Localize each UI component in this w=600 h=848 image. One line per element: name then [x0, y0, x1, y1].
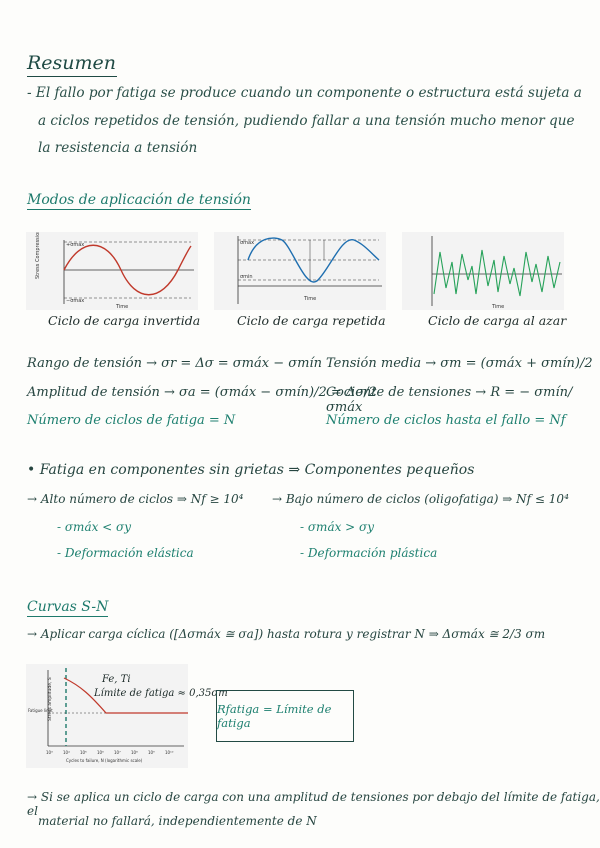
fig1-caption: Ciclo de carga invertida — [48, 313, 201, 328]
random-cycle-graph — [402, 232, 564, 310]
sn-procedure-text: → Aplicar carga cíclica ([Δσmáx ≅ σa]) hasta rotura y registrar N ⇒ Δσmáx ≅ 2/3 σm — [27, 627, 546, 641]
low-cycles-heading: → Bajo número de ciclos (oligofatiga) ⇒ Nf ≤ 10⁴ — [272, 492, 569, 506]
figure-repeated-cycle — [214, 232, 386, 310]
sn-curve-figure — [26, 664, 228, 768]
final-line-2: material no fallará, independientemente de N — [38, 814, 317, 828]
sn-xtick: 10³ — [46, 750, 53, 755]
formula-cycles-to-failure: Número de ciclos hasta el fallo = Nf — [326, 413, 566, 428]
low-cycles-item-2: - Deformación plástica — [300, 546, 438, 560]
section-modes-heading: Modos de aplicación de tensión — [27, 192, 251, 208]
final-line-1: → Si se aplica un ciclo de carga con una amplitud de tensiones por debajo del límite de fatiga, el — [27, 790, 600, 818]
sn-ylabel: Stress amplitude, S — [48, 677, 53, 721]
fig2-smin: σmin — [240, 274, 253, 280]
sn-xlabel: Cycles to failure, N (logarithmic scale) — [66, 758, 143, 763]
fig1-ylabel: Stress Compression Tension — [35, 232, 41, 279]
fig2-caption: Ciclo de carga repetida — [237, 313, 386, 328]
fig2-time: Time — [304, 296, 317, 302]
repeated-cycle-graph — [214, 232, 386, 310]
high-cycles-item-2: - Deformación elástica — [57, 546, 194, 560]
figure-random-cycle — [402, 232, 564, 310]
formula-stress-ratio: Cociente de tensiones → R = − σmín/σmáx — [326, 385, 573, 415]
high-cycles-item-1: - σmáx < σy — [57, 520, 132, 534]
sn-fatigue-limit: Fatigue limit — [28, 708, 53, 713]
fig3-time: Time — [492, 304, 505, 310]
formula-cycle-count: Número de ciclos de fatiga = N — [27, 413, 236, 428]
fig1-smax: +σmax — [66, 242, 85, 248]
reversed-cycle-graph — [26, 232, 198, 310]
sn-xtick: 10⁴ — [63, 750, 70, 755]
formula-stress-range: Rango de tensión → σr = Δσ = σmáx − σmín — [27, 356, 322, 371]
fatigue-heading: • Fatiga en componentes sin grietas ⇒ Componentes pequeños — [27, 462, 475, 478]
page-title: Resumen — [27, 52, 117, 77]
fig3-caption: Ciclo de carga al azar — [428, 313, 567, 328]
intro-line-2: a ciclos repetidos de tensión, pudiendo fallar a una tensión mucho menor que — [38, 113, 575, 129]
fatigue-limit-box-text: Rfatiga = Límite de fatiga — [217, 702, 332, 730]
figure-reversed-cycle — [26, 232, 198, 310]
sn-xtick: 10¹⁰ — [165, 750, 174, 755]
sn-xtick: 10⁶ — [97, 750, 104, 755]
high-cycles-heading: → Alto número de ciclos ⇒ Nf ≥ 10⁴ — [27, 492, 244, 506]
sn-xtick: 10⁵ — [80, 750, 87, 755]
section-sn-heading: Curvas S-N — [27, 599, 109, 615]
fig1-smin: −σmax — [66, 298, 85, 304]
intro-line-3: la resistencia a tensión — [38, 140, 198, 156]
sn-label-fatigue-limit: Límite de fatiga ≈ 0,35σm — [94, 688, 228, 699]
sn-xtick: 10⁸ — [131, 750, 138, 755]
formula-mean-stress: Tensión media → σm = (σmáx + σmín)/2 — [326, 356, 593, 371]
intro-line-1: - El fallo por fatiga se produce cuando un componente o estructura está sujeta a — [27, 85, 582, 101]
sn-xtick: 10⁹ — [148, 750, 155, 755]
low-cycles-item-1: - σmáx > σy — [300, 520, 375, 534]
sn-label-materials: Fe, Ti — [102, 674, 131, 685]
fig2-smax: σmax — [240, 240, 255, 246]
formula-stress-amplitude: Amplitud de tensión → σa = (σmáx − σmín)/2 = Δσ/2 — [27, 385, 377, 400]
sn-xtick: 10⁷ — [114, 750, 121, 755]
fatigue-limit-box — [216, 690, 354, 742]
fig1-time: Time — [116, 304, 129, 310]
